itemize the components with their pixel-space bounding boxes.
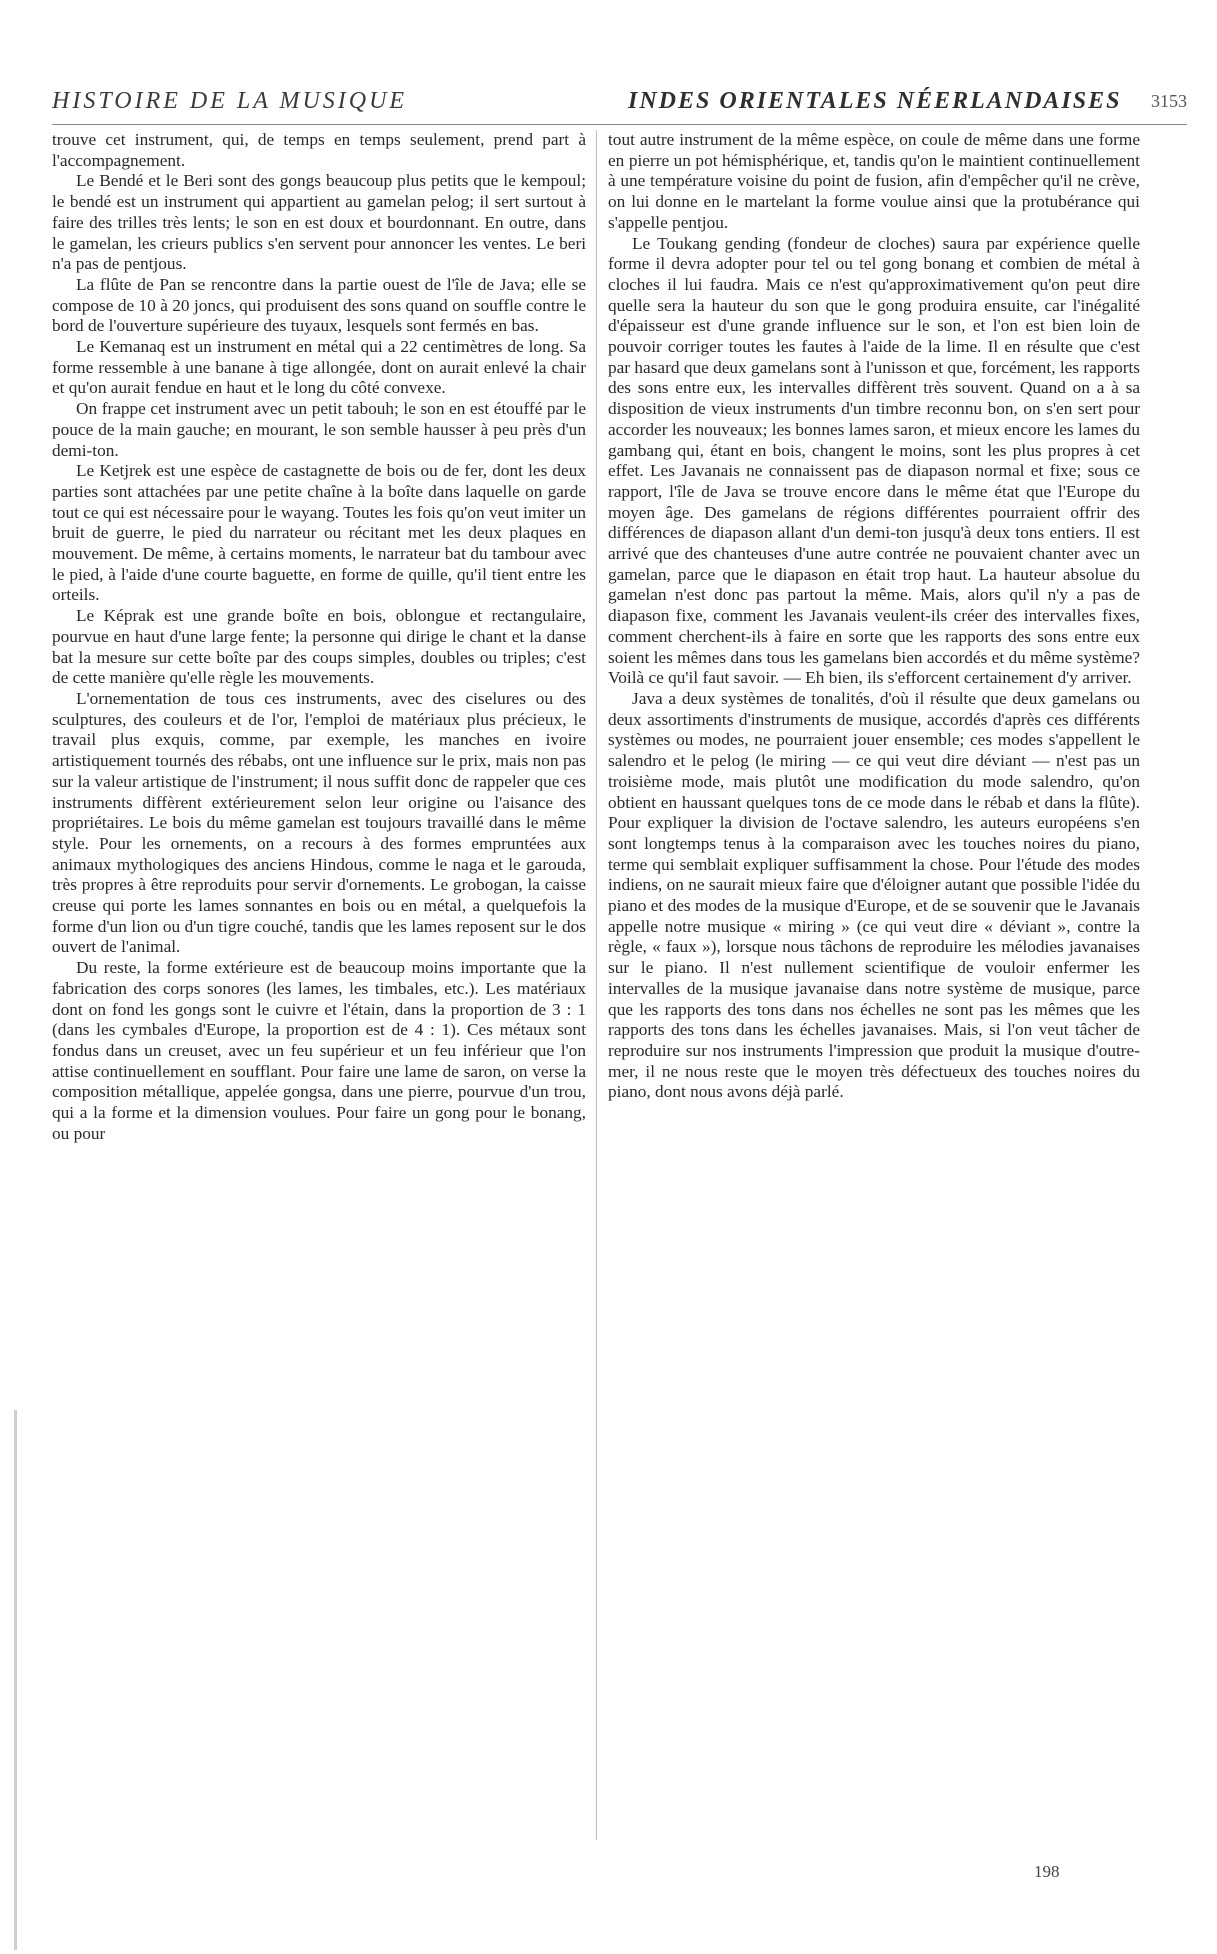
- running-header: [52, 88, 1187, 118]
- header-left-title: HISTOIRE DE LA MUSIQUE: [52, 88, 408, 114]
- paragraph: tout autre instrument de la même espèce, on coule de même dans une forme en pierre un pot hémisphérique, et, tandis qu'on le maintient continuellement à une température voisine du point de fusion, afin d'empêcher qu'il ne crève, on lui donne en le martelant la forme voulue ainsi que la protubérance qui s'appelle pentjou.: [608, 130, 1140, 232]
- right-column: [608, 130, 1140, 1103]
- paragraph: Le Toukang gending (fondeur de cloches) saura par expérience quelle forme il devra adopter pour tel ou tel gong bonang et combien de métal à cloches il lui faudra. Mais ce n'est qu'approximativement qu'on peut dire quelle sera la hauteur du son que le gong produira ensuite, car l'inégalité d'épaisseur est d'une grande influence sur le son, et l'on est bien loin de pouvoir corriger toutes les fautes à l'aide de la lime. Il en résulte que c'est par hasard que deux gamelans sont à l'unisson et que, forcément, les rapports des sons entre eux, les intervalles diffèrent très souvent. Quand on a à sa disposition de vieux instruments d'un timbre reconnu bon, on s'en sert pour accorder les nouveaux; les bonnes lames saron, et mieux encore les lames du gambang qui, étant en bois, changent le moins, sont les plus propres à cet effet. Les Javanais ne connaissent pas de diapason normal et fixe; sous ce rapport, l'île de Java se trouve encore dans le même état que l'Europe du moyen âge. Des gamelans de régions différentes pourraient offrir des différences de diapason allant d'un demi-ton jusqu'à deux tons entiers. Il est arrivé que des chanteuses d'une autre contrée ne pouvaient chanter avec un gamelan, parce que le diapason en était trop haut. La hauteur absolue du gamelan n'est donc pas partout la même. Mais, alors qu'il n'y a pas de diapason fixe, comment les Javanais veulent-ils créer des intervalles fixes, comment cherchent-ils à faire en sorte que les rapports des sons entre eux soient les mêmes dans tous les gamelans bien accordés et du même système? Voilà ce qu'il faut savoir. — Eh bien, ils s'efforcent certainement d'y arriver.: [608, 233, 1140, 688]
- left-column: [52, 130, 586, 1144]
- paragraph: Du reste, la forme extérieure est de beaucoup moins importante que la fabrication des corps sonores (les lames, les timbales, etc.). Les matériaux dont on fond les gongs sont le cuivre et l'étain, dans la proportion de 3 : 1 (dans les cymbales d'Europe, la proportion est de 4 : 1). Ces métaux sont fondus dans un creuset, avec un feu supérieur et un feu inférieur que l'on attise continuellement en soufflant. Pour faire une lame de saron, on verse la composition métallique, appelée gongsa, dans une pierre, pourvue d'un trou, qui a la forme et la dimension voulues. Pour faire un gong pour le bonang, ou pour: [52, 958, 586, 1143]
- column-divider: [596, 130, 597, 1840]
- paragraph: trouve cet instrument, qui, de temps en temps seulement, prend part à l'accompagnement.: [52, 130, 586, 170]
- paragraph: La flûte de Pan se rencontre dans la partie ouest de l'île de Java; elle se compose de 10 à 20 joncs, qui produisent des sons quand on souffle contre le bord de l'ouverture supérieure des tuyaux, lesquels sont fermés en bas.: [52, 274, 586, 336]
- signature-mark: 198: [1034, 1862, 1060, 1881]
- paragraph: Le Kemanaq est un instrument en métal qui a 22 centimètres de long. Sa forme ressemble à une banane à tige allongée, dont on aurait enlevé la chair et qu'on aurait fendue en haut et le long du côté convexe.: [52, 337, 586, 398]
- page-binding-shadow: [14, 1410, 17, 1950]
- paragraph: L'ornementation de tous ces instruments, avec des ciselures ou des sculptures, des couleurs et de l'or, l'emploi de matériaux plus précieux, le travail plus exquis, comme, par exemple, les manches en ivoire artistiquement tournés des rébabs, ont une influence sur le prix, mais non pas sur la valeur artistique de l'instrument; il nous suffit donc de rappeler que ces instruments diffèrent extérieurement selon leur origine ou l'aisance des propriétaires. Le bois du même gamelan est toujours travaillé dans le même style. Pour les ornements, on a recours à des formes empruntées aux animaux mythologiques des anciens Hindous, comme le naga et le garouda, très propres à être reproduits pour servir d'ornements. Le grobogan, la caisse creuse qui porte les lames sonnantes en bois ou en métal, a quelquefois la forme d'un lion ou d'un tigre couché, tandis que les lames reposent sur le dos ouvert de l'animal.: [52, 688, 586, 957]
- paragraph: Le Képrak est une grande boîte en bois, oblongue et rectangulaire, pourvue en haut d'une large fente; la personne qui dirige le chant et la danse bat la mesure sur cette boîte par des coups simples, doubles ou triples; c'est de cette manière qu'elle règle les mouvements.: [52, 606, 586, 688]
- paragraph: On frappe cet instrument avec un petit tabouh; le son en est étouffé par le pouce de la main gauche; en mourant, le son semble hausser à peu près d'un demi-ton.: [52, 399, 586, 460]
- header-rule: [52, 124, 1187, 125]
- paragraph: Le Ketjrek est une espèce de castagnette de bois ou de fer, dont les deux parties sont attachées par une petite chaîne à la boîte dans laquelle on garde tout ce qui est nécessaire pour le wayang. Toutes les fois qu'on veut imiter un bruit de guerre, le pied du narrateur ou récitant met les deux plaques en mouvement. De même, à certains moments, le narrateur bat du tambour avec le pied, à l'aide d'une courte baguette, en forme de quille, qu'il tient entre les orteils.: [52, 461, 586, 605]
- page-number: 3153: [1151, 91, 1187, 111]
- paragraph: Java a deux systèmes de tonalités, d'où il résulte que deux gamelans ou deux assortiments d'instruments de musique, accordés d'après ces différents systèmes ou modes, ne pourraient jouer ensemble; ces modes s'appellent le salendro et le pelog (le miring — ce qui veut dire déviant — n'est pas un troisième mode, mais plutôt une modification du mode salendro, qu'on obtient en haussant quelques tons de ce mode dans le rébab et dans la flûte). Pour expliquer la division de l'octave salendro, les auteurs européens s'en sont longtemps tenus à la comparaison avec les touches noires du piano, terme qui semblait expliquer suffisamment la chose. Pour l'étude des modes indiens, on ne saurait mieux faire que d'éloigner autant que possible l'idée du piano et des modes de la musique d'Europe, et de se souvenir que le Javanais appelle notre musique « miring » (ce qui veut dire « déviant », contre la règle, « faux »), lorsque nous tâchons de reproduire les mélodies javanaises sur le piano. Il n'est nullement scientifique de vouloir enfermer les intervalles de la musique javanaise dans notre système de musique, parce que les rapports des tons dans nos échelles ne sont pas les mêmes que les rapports des tons dans les échelles javanaises. Mais, si l'on veut tâcher de reproduire sur nos instruments l'impression que produit la musique d'outre-mer, il ne nous reste que le moyen très défectueux des touches noires du piano, dont nous avons déjà parlé.: [608, 688, 1140, 1102]
- header-right-title: INDES ORIENTALES NÉERLANDAISES: [628, 88, 1122, 114]
- paragraph: Le Bendé et le Beri sont des gongs beaucoup plus petits que le kempoul; le bendé est un instrument qui appartient au gamelan pelog; il sert surtout à faire des trilles très lents; le son en est doux et bourdonnant. En outre, dans le gamelan, les crieurs publics s'en servent pour annoncer les ventes. Le beri n'a pas de pentjous.: [52, 171, 586, 274]
